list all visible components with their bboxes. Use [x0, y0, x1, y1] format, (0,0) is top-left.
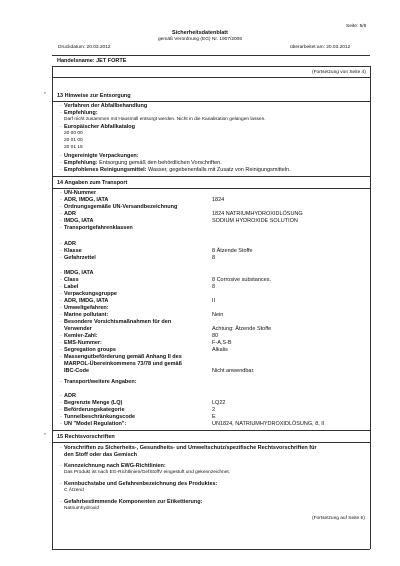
un-model-regulation-label: UN "Model Regulation": — [64, 421, 127, 427]
bulk-transport-label: Massengutbeförderung gemäß Anhang II des — [64, 354, 182, 360]
bullet: · — [60, 153, 62, 159]
adr-label: ADR — [64, 241, 76, 247]
labelling-components-text: Natriumhydroxid — [64, 506, 99, 511]
product-name: Handelsname: JET FORTE — [57, 58, 127, 64]
bullet: · — [60, 319, 62, 325]
bullet: · — [60, 379, 62, 385]
bullet: · — [60, 218, 62, 224]
transport-category-label: Beförderungskategorie — [64, 407, 125, 413]
bullet: · — [60, 190, 62, 196]
change-marker: * — [44, 433, 46, 439]
bulk-transport-label-3: IBC-Code — [64, 368, 90, 374]
hazard-classes-heading: Transportgefahrenklassen — [64, 225, 133, 231]
bullet: · — [60, 445, 62, 451]
document-title: Sicherheitsdatenblatt — [172, 30, 228, 36]
section-14-title: 14 Angaben zum Transport — [57, 180, 128, 186]
adr-label: ADR — [64, 211, 76, 217]
bulk-transport-label-2: MARPOL-Übereinkommens 73/78 und gemäß — [64, 361, 182, 367]
hazard-label-label: Gefahrzettel — [64, 255, 96, 261]
bullet: · — [60, 277, 62, 283]
bullet: · — [60, 255, 62, 261]
divider — [52, 66, 370, 67]
transport-category-value: 2 — [212, 407, 216, 413]
waste-code: 20 01 15 — [64, 145, 83, 150]
bullet: · — [60, 499, 62, 505]
environmental-hazards-label: Umweltgefahren: — [64, 305, 109, 311]
adr-label: ADR — [64, 393, 76, 399]
bullet: · — [60, 347, 62, 353]
precautions-value: Achtung: Ätzende Stoffe — [212, 326, 272, 332]
bullet: · — [60, 110, 62, 116]
bullet: · — [60, 400, 62, 406]
imdg-label: IMDG, IATA — [64, 270, 94, 276]
class-label: Klasse — [64, 248, 82, 254]
marine-pollutant-value: Nein — [212, 312, 224, 318]
right-border — [370, 66, 371, 549]
bullet: · — [60, 305, 62, 311]
bullet: · — [60, 197, 62, 203]
packing-group-value: II — [212, 298, 216, 304]
divider — [52, 188, 370, 189]
un-number-label: ADR, IMDG, IATA — [64, 197, 109, 203]
hazard-symbol-heading: Kennbuchstabe und Gefahrenbezeichnung des Produktes: — [64, 481, 218, 487]
adr-shipping-name: 1824 NATRIUMHYDROXIDLÖSUNG — [212, 211, 303, 217]
class-value: 8 Ätzende Stoffe — [212, 248, 253, 254]
bullet: · — [60, 354, 62, 360]
bullet: · — [60, 124, 62, 130]
shipping-name-heading: Ordnungsgemäße UN-Versandbezeichnung — [64, 204, 178, 210]
tunnel-code-label: Tunnelbeschränkungscode — [64, 414, 136, 420]
limited-quantity-value: LQ22 — [212, 400, 226, 406]
imdg-label: IMDG, IATA — [64, 218, 94, 224]
label-label: Label — [64, 284, 79, 290]
bullet: · — [60, 407, 62, 413]
labelling-text: Das Produkt ist nach EG-Richtlinien/GefStoffV eingestuft und gekennzeichnet. — [64, 470, 231, 475]
bullet: · — [60, 248, 62, 254]
change-marker: * — [44, 92, 46, 98]
label-value: 8 — [212, 284, 216, 290]
continued-from-note: (Fortsetzung von Seite 4) — [312, 70, 366, 75]
bullet: · — [60, 333, 62, 339]
segregation-value: Alkalis — [212, 347, 228, 353]
packing-group-heading: Verpackungsgruppe — [64, 291, 117, 297]
bullet: · — [60, 291, 62, 297]
bullet: · — [60, 421, 62, 427]
divider — [52, 549, 370, 550]
class-value: 8 Corrosive substances. — [212, 277, 271, 283]
revision-date: überarbeitet am: 20.03.2012 — [290, 45, 351, 50]
bullet: · — [60, 103, 62, 109]
marine-pollutant-label: Marine pollutant: — [64, 312, 109, 318]
bullet: · — [60, 241, 62, 247]
divider — [52, 176, 370, 177]
waste-code: 20 01 00 — [64, 138, 83, 143]
divider — [52, 77, 370, 78]
document-subtitle: gemäß Verordnung (EG) Nr. 1907/2006 — [158, 37, 242, 42]
left-border — [52, 66, 53, 549]
class-label: Class — [64, 277, 79, 283]
hazard-symbol-text: C Ätzend — [64, 488, 84, 493]
recommendation-text: Darf nicht zusammen mit Hausmüll entsorgt werden. Nicht in die Kanalisation gelangen lassen. — [64, 117, 266, 122]
un-number-value: 1824 — [212, 197, 225, 203]
waste-code: 20 00 00 — [64, 131, 83, 136]
waste-catalogue-heading: Europäischer Abfallkatalog — [64, 124, 136, 130]
ems-label: EMS-Nummer: — [64, 340, 102, 346]
precautions-label-2: Verwender — [64, 326, 92, 332]
page-number: Seite: 5/6 — [346, 24, 367, 29]
bullet: · — [60, 481, 62, 487]
cleaning-agent: Empfohlenes Reinigungsmittel: Wasser, gegebenenfalls mit Zusatz von Reinigungsmitteln. — [64, 167, 291, 173]
divider — [52, 55, 370, 56]
bullet: · — [60, 340, 62, 346]
divider — [52, 442, 370, 443]
bullet: · — [60, 167, 62, 173]
un-number-heading: UN-Nummer — [64, 190, 97, 196]
bulk-transport-value: Nicht anwendbar. — [212, 368, 255, 374]
waste-treatment-heading: Verfahren der Abfallbehandlung — [64, 103, 148, 109]
kemler-value: 80 — [212, 333, 219, 339]
regulations-heading-2: den Stoff oder das Gemisch — [64, 452, 138, 458]
bullet: · — [60, 211, 62, 217]
bullet: · — [60, 414, 62, 420]
bullet: · — [60, 298, 62, 304]
un-model-regulation-value: UN1824, NATRIUMHYDROXIDLÖSUNG, 8, II — [212, 421, 325, 427]
precautions-label: Besondere Vorsichtsmaßnahmen für den — [64, 319, 172, 325]
limited-quantity-label: Begrenzte Menge (LQ) — [64, 400, 123, 406]
packaging-recommendation: Empfehlung: Entsorgung gemäß den behördlichen Vorschriften. — [64, 160, 222, 166]
bullet: · — [60, 160, 62, 166]
section-13-title: 13 Hinweise zur Entsorgung — [57, 93, 131, 99]
packaging-heading: Ungereinigte Verpackungen: — [64, 153, 139, 159]
print-date: Druckdatum: 20.03.2012 — [58, 45, 111, 50]
divider — [52, 101, 370, 102]
regulations-heading: Vorschriften zu Sicherheits-, Gesundheits- und Umweltschutz/spezifische Rechtsvorschriften für — [64, 445, 317, 451]
bullet: · — [60, 393, 62, 399]
section-15-title: 15 Rechtsvorschriften — [57, 434, 115, 440]
kemler-label: Kemler-Zahl: — [64, 333, 98, 339]
segregation-label: Segregation groups — [64, 347, 116, 353]
ems-value: F-A,S-B — [212, 340, 232, 346]
labelling-components-heading: Gefahrbestimmende Komponenten zur Etikettierung: — [64, 499, 203, 505]
packing-group-label: ADR, IMDG, IATA — [64, 298, 109, 304]
bullet: · — [60, 284, 62, 290]
labelling-heading: Kennzeichnung nach EWG-Richtlinien: — [64, 463, 166, 469]
bullet: · — [60, 312, 62, 318]
recommendation-label: Empfehlung: — [64, 110, 98, 116]
tunnel-code-value: E — [212, 414, 216, 420]
continued-on-note: (Fortsetzung auf Seite 6) — [312, 516, 365, 521]
imdg-shipping-name: SODIUM HYDROXIDE SOLUTION — [212, 218, 298, 224]
bullet: · — [60, 225, 62, 231]
transport-further-heading: Transport/weitere Angaben: — [64, 379, 137, 385]
bullet: · — [60, 270, 62, 276]
divider — [52, 430, 370, 431]
bullet: · — [60, 204, 62, 210]
bullet: · — [60, 463, 62, 469]
hazard-label-value: 8 — [212, 255, 216, 261]
